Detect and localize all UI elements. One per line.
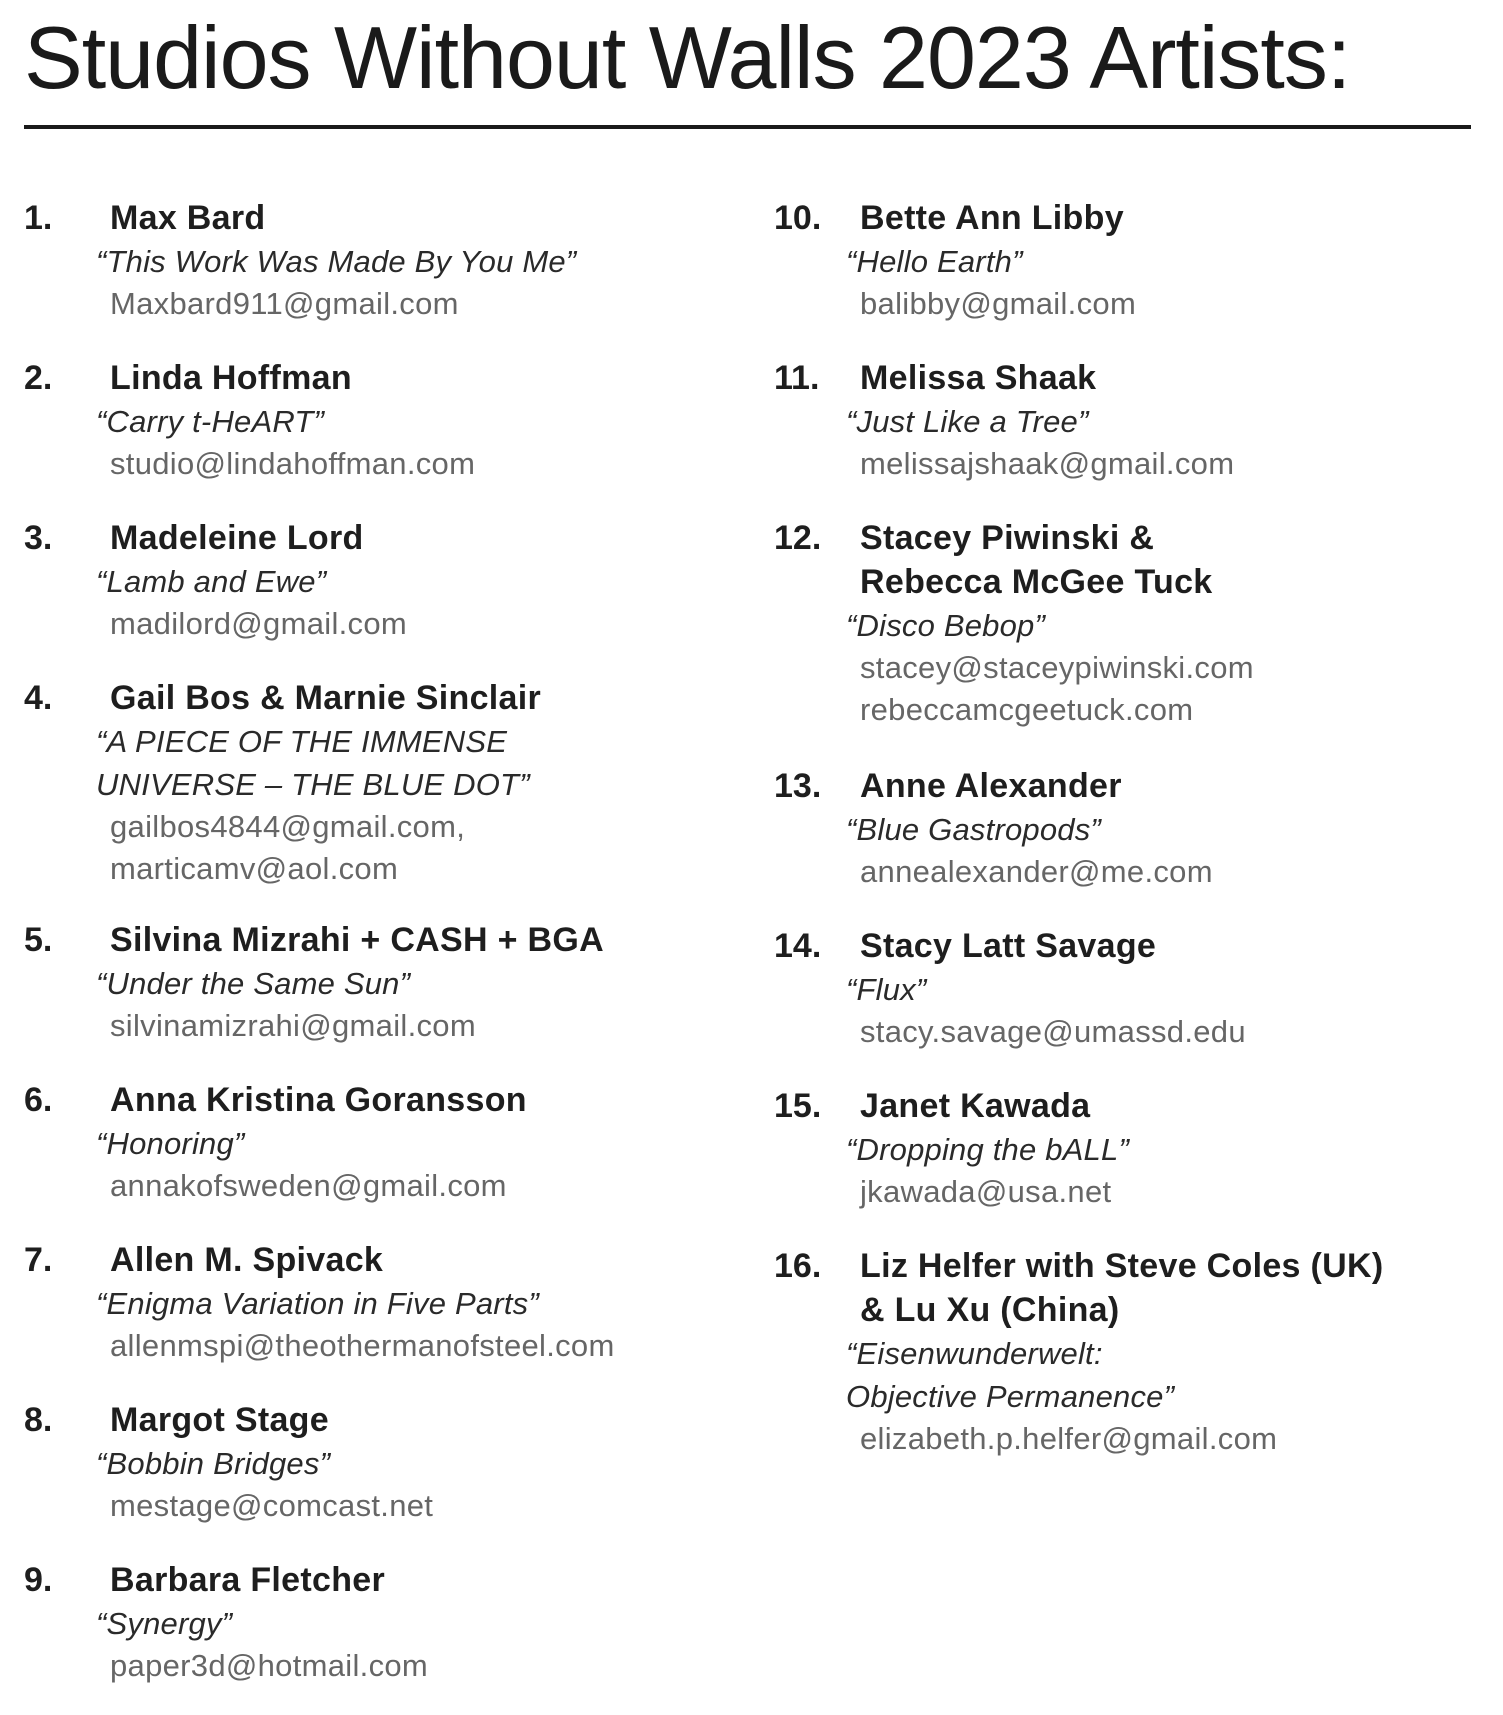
artist-name: Silvina Mizrahi + CASH + BGA (110, 921, 604, 959)
artist-contact: studio@lindahoffman.com (110, 446, 476, 481)
entry-number: 12. (774, 519, 822, 557)
entry-number: 1. (24, 199, 53, 237)
work-title: “Carry t-HeART” (96, 404, 325, 439)
entry-number: 13. (774, 767, 822, 805)
work-title: “Blue Gastropods” (846, 812, 1101, 847)
artist-contact: melissajshaak@gmail.com (860, 446, 1235, 481)
work-title: “Synergy” (96, 1606, 233, 1641)
artist-contact: annealexander@me.com (860, 854, 1213, 889)
artist-name: Melissa Shaak (860, 359, 1097, 397)
entry-number: 3. (24, 519, 53, 557)
artist-contact: elizabeth.p.helfer@gmail.com (860, 1421, 1278, 1456)
artist-contact: madilord@gmail.com (110, 606, 408, 641)
work-title: “Dropping the bALL” (846, 1132, 1129, 1167)
artist-name: Bette Ann Libby (860, 199, 1124, 237)
artist-contact: stacey@staceypiwinski.com rebeccamcgeetuck.com (860, 650, 1254, 727)
artist-name: Stacy Latt Savage (860, 927, 1157, 965)
entry-number: 15. (774, 1087, 822, 1125)
entry-number: 5. (24, 921, 53, 959)
work-title: “Bobbin Bridges” (96, 1446, 331, 1481)
page-title: Studios Without Walls 2023 Artists: (24, 8, 1351, 107)
entry-number: 11. (774, 359, 820, 397)
artist-name: Linda Hoffman (110, 359, 352, 397)
work-title: “Eisenwunderwelt: Objective Permanence” (846, 1336, 1175, 1414)
artist-name: Gail Bos & Marnie Sinclair (110, 679, 542, 717)
artist-name: Liz Helfer with Steve Coles (UK) & Lu Xu (China) (860, 1247, 1384, 1329)
artist-contact: Maxbard911@gmail.com (110, 286, 459, 321)
entry-number: 9. (24, 1561, 53, 1599)
entry-number: 16. (774, 1247, 822, 1285)
work-title: “Disco Bebop” (846, 608, 1046, 643)
artist-contact: silvinamizrahi@gmail.com (110, 1008, 476, 1043)
artist-contact: gailbos4844@gmail.com, marticamv@aol.com (110, 809, 466, 886)
work-title: “Enigma Variation in Five Parts” (96, 1286, 539, 1321)
entry-number: 10. (774, 199, 822, 237)
entry-number: 2. (24, 359, 53, 397)
artist-name: Max Bard (110, 199, 266, 237)
artist-contact: balibby@gmail.com (860, 286, 1137, 321)
artist-contact: stacy.savage@umassd.edu (860, 1014, 1246, 1049)
title-divider (24, 125, 1471, 129)
artist-contact: annakofsweden@gmail.com (110, 1168, 507, 1203)
artist-contact: jkawada@usa.net (860, 1174, 1112, 1209)
artist-contact: allenmspi@theothermanofsteel.com (110, 1328, 615, 1363)
artist-name: Barbara Fletcher (110, 1561, 386, 1599)
work-title: “A PIECE OF THE IMMENSE UNIVERSE – THE BLUE DOT” (96, 724, 530, 802)
entry-number: 14. (774, 927, 822, 965)
artist-contact: paper3d@hotmail.com (110, 1648, 429, 1683)
work-title: “Lamb and Ewe” (96, 564, 327, 599)
artist-name: Stacey Piwinski & Rebecca McGee Tuck (860, 519, 1213, 601)
entry-number: 8. (24, 1401, 53, 1439)
work-title: “Under the Same Sun” (96, 966, 411, 1001)
artist-name: Margot Stage (110, 1401, 329, 1439)
artist-name: Allen M. Spivack (110, 1241, 384, 1279)
artist-contact: mestage@comcast.net (110, 1488, 434, 1523)
work-title: “This Work Was Made By You Me” (96, 244, 577, 279)
entry-number: 6. (24, 1081, 53, 1119)
work-title: “Flux” (846, 972, 927, 1007)
artist-name: Anna Kristina Goransson (110, 1081, 527, 1119)
work-title: “Hello Earth” (846, 244, 1023, 279)
artist-name: Janet Kawada (860, 1087, 1091, 1125)
entry-number: 4. (24, 679, 53, 717)
artist-name: Madeleine Lord (110, 519, 364, 557)
work-title: “Just Like a Tree” (846, 404, 1089, 439)
work-title: “Honoring” (96, 1126, 245, 1161)
entry-number: 7. (24, 1241, 53, 1279)
artist-name: Anne Alexander (860, 767, 1122, 805)
